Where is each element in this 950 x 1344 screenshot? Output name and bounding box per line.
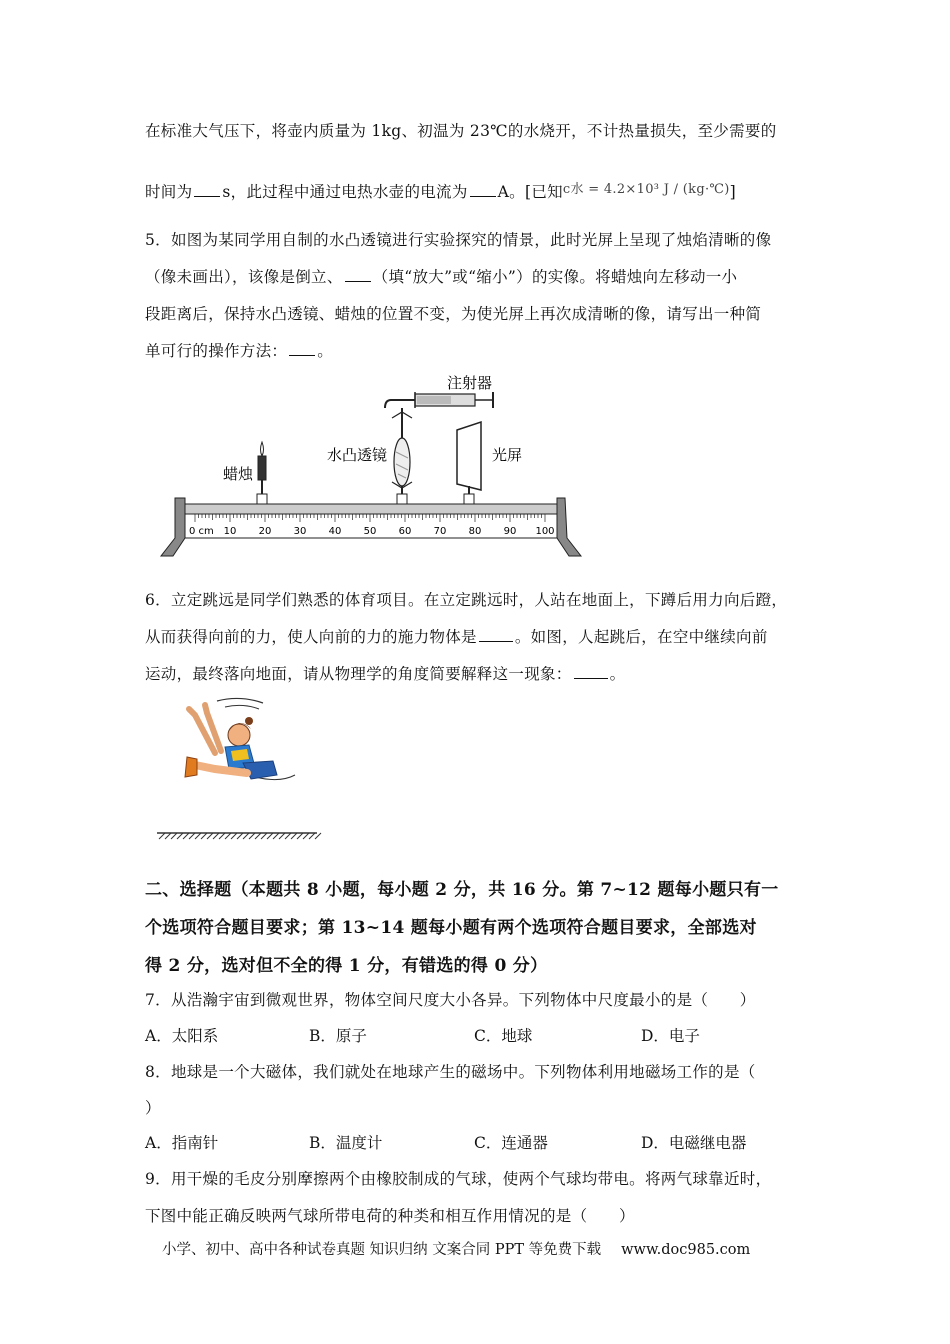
q4-line1: 在标准大气压下，将壶内质量为 1kg、初温为 23℃的水烧开，不计热量损失，至少需要的 xyxy=(145,122,777,140)
q7-option-d[interactable]: D．电子 xyxy=(641,1027,700,1045)
q7-stem: 7．从浩瀚宇宙到微观世界，物体空间尺度大小各异。下列物体中尺度最小的是（ ） xyxy=(145,991,756,1009)
ruler-tick-label: 80 xyxy=(468,526,482,537)
q7-option-a[interactable]: A．太阳系 xyxy=(145,1027,219,1045)
candle-label: 蜡烛 xyxy=(223,465,254,483)
hatch-line xyxy=(267,833,273,839)
q6-line3: 运动，最终落向地面，请从物理学的角度简要解释这一现象： 。 xyxy=(145,665,626,683)
q7-option-c[interactable]: C．地球 xyxy=(474,1027,533,1045)
hatch-line xyxy=(165,833,171,839)
hatch-line xyxy=(309,833,315,839)
page-footer xyxy=(162,1238,750,1259)
hatch-line xyxy=(159,833,165,839)
q6-line1: 6．立定跳远是同学们熟悉的体育项目。在立定跳远时，人站在地面上，下蹲后用力向后蹬， xyxy=(145,591,788,609)
light-screen xyxy=(457,422,481,506)
hatch-line xyxy=(315,833,321,839)
hatch-line xyxy=(279,833,285,839)
footer-url[interactable]: www.doc985.com xyxy=(621,1242,751,1258)
q8-stem-line1: 8．地球是一个大磁体，我们就处在地球产生的磁场中。下列物体利用地磁场工作的是（ xyxy=(145,1063,756,1081)
q7-option-b[interactable]: B．原子 xyxy=(309,1027,367,1045)
section2-title-line1: 二、选择题（本题共 8 小题，每小题 2 分，共 16 分。第 7~12 题每小题只有一 xyxy=(145,880,779,900)
hatch-line xyxy=(249,833,255,839)
hatch-line xyxy=(171,833,177,839)
hatch-line xyxy=(225,833,231,839)
q8-option-a[interactable]: A．指南针 xyxy=(145,1134,219,1152)
section2-title-line2: 个选项符合题目要求；第 13~14 题每小题有两个选项符合题目要求，全部选对 xyxy=(145,918,757,938)
screen-label: 光屏 xyxy=(492,446,523,464)
hatch-line xyxy=(177,833,183,839)
hatch-line xyxy=(297,833,303,839)
hatch-line xyxy=(189,833,195,839)
answer-blank[interactable] xyxy=(470,184,496,197)
hatch-line xyxy=(183,833,189,839)
answer-blank[interactable] xyxy=(194,184,220,197)
specific-heat-formula: c水 = 4.2×10³ J / (kg·℃) xyxy=(562,182,730,197)
hatch-line xyxy=(285,833,291,839)
hatch-line xyxy=(231,833,237,839)
hatch-line xyxy=(273,833,279,839)
hatch-line xyxy=(237,833,243,839)
hatch-line xyxy=(207,833,213,839)
hatch-line xyxy=(255,833,261,839)
ruler-tick-label: 40 xyxy=(328,526,342,537)
ruler-tick-label: 60 xyxy=(398,526,412,537)
ruler-tick-label: 100 xyxy=(535,526,555,537)
hatch-line xyxy=(243,833,249,839)
q8-stem-line2: ） xyxy=(145,1099,161,1117)
syringe-label: 注射器 xyxy=(447,374,493,392)
q6-line2: 从而获得向前的力，使人向前的力的施力物体是 。如图，人起跳后，在空中继续向前 xyxy=(145,628,768,646)
hatch-line xyxy=(201,833,207,839)
ruler-tick-label: 30 xyxy=(293,526,307,537)
hatch-line xyxy=(303,833,309,839)
section2-title-line3: 得 2 分，选对但不全的得 1 分，有错选的得 0 分） xyxy=(145,956,548,976)
answer-blank[interactable] xyxy=(345,269,371,282)
hatch-line xyxy=(219,833,225,839)
lens-label: 水凸透镜 xyxy=(327,446,388,464)
q9-stem-line2: 下图中能正确反映两气球所带电荷的种类和相互作用情况的是（ ） xyxy=(145,1207,635,1225)
ruler-tick-label: 20 xyxy=(258,526,272,537)
footer-text: 小学、初中、高中各种试卷真题 知识归纳 文案合同 PPT 等免费下载 xyxy=(162,1242,602,1258)
water-lens xyxy=(392,408,412,506)
syringe xyxy=(385,392,493,408)
long-jump-figure xyxy=(155,695,325,845)
q8-option-b[interactable]: B．温度计 xyxy=(309,1134,383,1152)
q5-line4: 单可行的操作方法： 。 xyxy=(145,342,334,360)
ruler-tick-label: 10 xyxy=(223,526,237,537)
optical-bench-figure xyxy=(155,368,585,560)
q5-line1: 5．如图为某同学用自制的水凸透镜进行实验探究的情景，此时光屏上呈现了烛焰清晰的像 xyxy=(145,231,772,249)
candle xyxy=(257,442,267,506)
q4-line2: 时间为 s，此过程中通过电热水壶的电流为 A。[已知$^{c水 = 4.2\times 10^3 J / (kg\cdot℃)}$] xyxy=(145,182,736,201)
ruler-tick-label: 70 xyxy=(433,526,447,537)
ruler-tick-label: 0 cm xyxy=(189,526,214,537)
ruler-tick-label: 90 xyxy=(503,526,517,537)
q8-option-c[interactable]: C．连通器 xyxy=(474,1134,548,1152)
ruler-tick-label: 50 xyxy=(363,526,377,537)
ruler-bench xyxy=(161,498,581,556)
answer-blank[interactable] xyxy=(574,666,608,679)
q9-stem-line1: 9．用干燥的毛皮分别摩擦两个由橡胶制成的气球，使两个气球均带电。将两气球靠近时， xyxy=(145,1170,772,1188)
answer-blank[interactable] xyxy=(479,629,513,642)
q5-line2: （像未画出），该像是倒立、 （填“放大”或“缩小”）的实像。将蜡烛向左移动一小 xyxy=(145,268,738,286)
hatch-line xyxy=(213,833,219,839)
hatch-line xyxy=(261,833,267,839)
hatch-line xyxy=(195,833,201,839)
q5-line3: 段距离后，保持水凸透镜、蜡烛的位置不变，为使光屏上再次成清晰的像，请写出一种简 xyxy=(145,305,762,323)
ground-hatch xyxy=(159,833,321,839)
answer-blank[interactable] xyxy=(289,343,315,356)
hatch-line xyxy=(291,833,297,839)
q8-option-d[interactable]: D．电磁继电器 xyxy=(641,1134,747,1152)
